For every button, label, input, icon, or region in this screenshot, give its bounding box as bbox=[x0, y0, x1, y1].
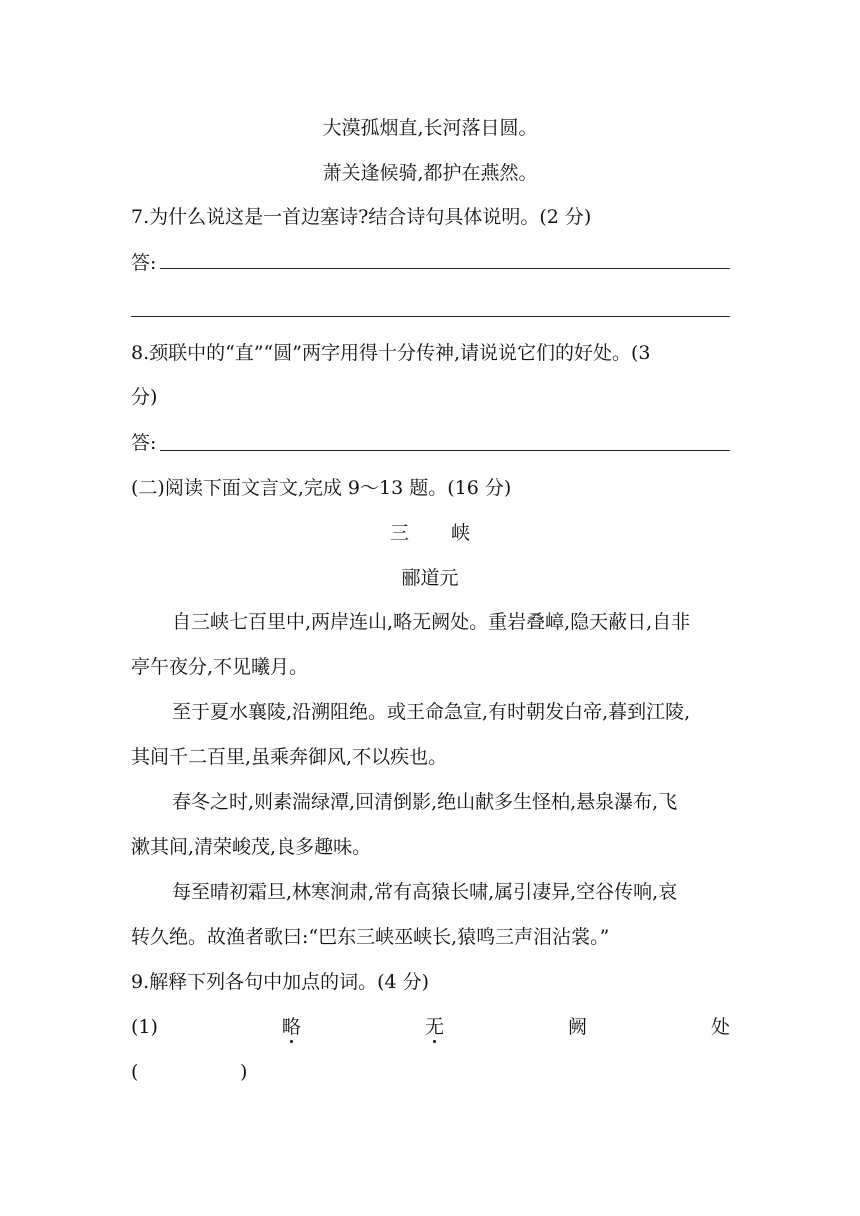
question-8-line-2: 分) bbox=[131, 386, 158, 408]
q9-item-1-char-3: 阙 bbox=[567, 1016, 587, 1038]
passage-title-char-1: 三 bbox=[390, 522, 410, 544]
question-7: 7.为什么说这是一首边塞诗?结合诗句具体说明。(2 分) bbox=[131, 206, 592, 228]
q9-item-1-paren-close: ) bbox=[240, 1061, 248, 1083]
passage-author: 郦道元 bbox=[401, 567, 459, 589]
passage-p1-line-2: 亭午夜分,不见曦月。 bbox=[131, 656, 309, 678]
passage-p1-line-1: 自三峡七百里中,两岸连山,略无阙处。重岩叠嶂,隐天蔽日,自非 bbox=[172, 611, 691, 633]
passage-p4-line-2: 转久绝。故渔者歌曰:“巴东三峡巫峡长,猿鸣三声泪沾裳。” bbox=[131, 926, 610, 948]
passage-p2-line-1: 至于夏水襄陵,沿溯阻绝。或王命急宣,有时朝发白帝,暮到江陵, bbox=[172, 701, 691, 723]
q9-item-1-dotted-char-1: 略 bbox=[281, 1016, 301, 1038]
passage-p3-line-1: 春冬之时,则素湍绿潭,回清倒影,绝山献多生怪柏,悬泉瀑布,飞 bbox=[172, 791, 678, 813]
q9-item-1-paren-open: ( bbox=[131, 1061, 139, 1083]
passage-title-char-2: 峡 bbox=[451, 522, 471, 544]
q9-item-1-dotted-char-2: 无 bbox=[424, 1016, 444, 1038]
poem-line-1: 大漠孤烟直,长河落日圆。 bbox=[322, 117, 538, 139]
passage-p4-line-1: 每至晴初霜旦,林寒涧肃,常有高猿长啸,属引凄异,空谷传响,哀 bbox=[172, 881, 678, 903]
passage-p3-line-2: 漱其间,清荣峻茂,良多趣味。 bbox=[131, 836, 372, 858]
question-9: 9.解释下列各句中加点的词。(4 分) bbox=[131, 971, 430, 993]
q9-item-1 bbox=[131, 1015, 730, 1039]
q7-answer-label: 答: bbox=[131, 252, 157, 274]
q8-answer-label: 答: bbox=[131, 432, 157, 454]
section-2-heading: (二)阅读下面文言文,完成 9～13 题。(16 分) bbox=[131, 477, 512, 499]
q7-answer-line-1 bbox=[160, 268, 730, 269]
passage-p2-line-2: 其间千二百里,虽乘奔御风,不以疾也。 bbox=[131, 746, 448, 768]
q8-answer-line bbox=[160, 450, 730, 451]
q9-item-1-number: (1) bbox=[131, 1016, 158, 1038]
poem-line-2: 萧关逢候骑,都护在燕然。 bbox=[322, 162, 538, 184]
question-8-line-1: 8.颈联中的“直”“圆”两字用得十分传神,请说说它们的好处。(3 bbox=[131, 342, 651, 364]
q9-item-1-char-4: 处 bbox=[710, 1016, 730, 1038]
q7-answer-line-2 bbox=[131, 316, 730, 317]
